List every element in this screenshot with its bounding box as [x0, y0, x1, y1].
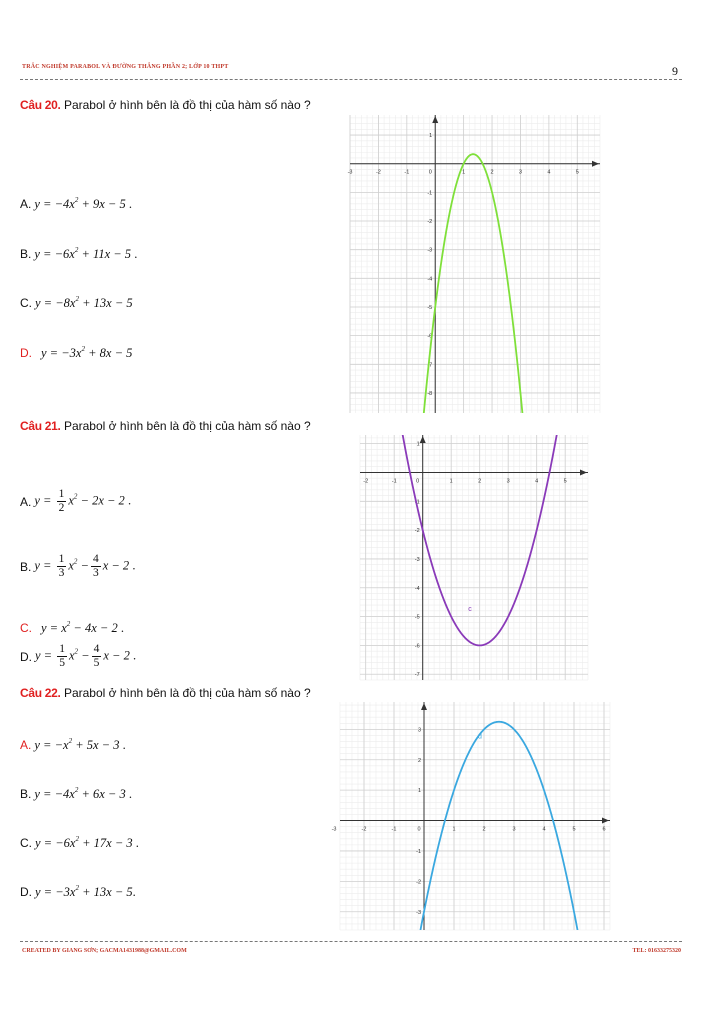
- x-tick-label: -2: [361, 826, 367, 833]
- x-tick-label: 0: [417, 826, 421, 833]
- graph-22: [331, 702, 610, 930]
- header-rule: [20, 79, 682, 80]
- x-tick-label: -3: [347, 169, 353, 176]
- option-21-d[interactable]: D. y = $\frac{1}{5}$ $x^2$ − $\frac{4}{5}$ x − 2 .: [20, 643, 137, 669]
- question-21: [20, 419, 311, 433]
- option-20-d[interactable]: D. $y = -3x^2 + 8x - 5$: [20, 345, 133, 360]
- y-tick-label: -3: [414, 556, 420, 563]
- x-tick-label: 5: [575, 169, 579, 176]
- y-tick-label: -7: [427, 362, 433, 369]
- question-text: Parabol ở hình bên là đồ thị của hàm số nào ?: [63, 98, 311, 112]
- question-number: Câu 21.: [20, 419, 61, 433]
- graph-21-svg: [360, 435, 588, 680]
- footer-left: CREATED BY GIANG SƠN; GACMA1431988@GMAIL.COM: [22, 948, 187, 954]
- x-tick-label: 1: [449, 478, 453, 485]
- y-tick-label: 1: [429, 133, 433, 140]
- x-tick-label: 3: [512, 826, 516, 833]
- y-tick-label: -6: [414, 643, 420, 650]
- x-tick-label: 4: [542, 826, 546, 833]
- y-tick-label: -2: [427, 219, 433, 226]
- graph-20-svg: [347, 115, 600, 413]
- graph-21: [360, 435, 588, 680]
- y-tick-label: -4: [427, 276, 433, 283]
- y-tick-label: 1: [416, 441, 420, 448]
- question-number: Câu 22.: [20, 686, 61, 700]
- x-tick-label: -1: [391, 826, 397, 833]
- question-number: Câu 20.: [20, 98, 61, 112]
- x-tick-label: -1: [391, 478, 397, 485]
- page-number: 9: [672, 64, 678, 78]
- graph-20: [347, 115, 600, 413]
- x-tick-label: 0: [416, 478, 420, 485]
- x-tick-label: -2: [375, 169, 381, 176]
- x-tick-label: 2: [482, 826, 486, 833]
- option-22-a[interactable]: A. $y = -x^2 + 5x - 3$ .: [20, 737, 126, 752]
- x-tick-label: 4: [547, 169, 551, 176]
- x-tick-label: 5: [572, 826, 576, 833]
- footer-right: TEL: 01633275320: [632, 948, 681, 954]
- option-22-c[interactable]: C. $y = -6x^2 + 17x - 3$ .: [20, 835, 139, 850]
- y-tick-label: -1: [416, 848, 421, 855]
- option-20-b[interactable]: B. $y = -6x^2 + 11x - 5$ .: [20, 246, 138, 261]
- y-tick-label: -8: [427, 390, 433, 397]
- x-tick-label: -1: [404, 169, 410, 176]
- graph-22-svg: [331, 702, 610, 930]
- x-tick-label: -3: [331, 826, 337, 833]
- x-tick-label: 6: [602, 826, 606, 833]
- y-tick-label: -3: [416, 909, 421, 916]
- y-tick-label: -2: [414, 528, 420, 535]
- footer-rule: [20, 941, 682, 942]
- option-22-d[interactable]: D. $y = -3x^2 + 13x - 5$.: [20, 884, 136, 899]
- question-20: [20, 98, 311, 112]
- header-title: TRẮC NGHIỆM PARABOL VÀ ĐƯỜNG THẲNG PHẦN 2; LỚP 10 THPT: [22, 64, 229, 70]
- y-tick-label: 1: [417, 788, 421, 795]
- y-tick-label: 2: [417, 757, 421, 764]
- y-tick-label: -6: [427, 333, 433, 340]
- y-tick-label: -7: [414, 672, 420, 679]
- x-tick-label: 4: [535, 478, 539, 485]
- y-tick-label: -3: [427, 247, 433, 254]
- x-tick-label: 1: [462, 169, 466, 176]
- y-tick-label: -5: [414, 614, 420, 621]
- x-tick-label: 5: [563, 478, 567, 485]
- curve-label: c: [468, 605, 472, 613]
- option-20-a[interactable]: A. $y = -4x^2 + 9x - 5$ .: [20, 196, 132, 211]
- x-tick-label: 0: [428, 169, 432, 176]
- x-tick-label: 2: [490, 169, 494, 176]
- question-text: Parabol ở hình bên là đồ thị của hàm số nào ?: [63, 686, 311, 700]
- option-21-c[interactable]: C. $y = x^2 - 4x - 2$ .: [20, 620, 124, 635]
- y-tick-label: -2: [416, 879, 421, 886]
- option-22-b[interactable]: B. $y = -4x^2 + 6x - 3$ .: [20, 786, 132, 801]
- x-tick-label: 1: [452, 826, 456, 833]
- x-tick-label: 3: [518, 169, 522, 176]
- y-tick-label: -5: [427, 304, 433, 311]
- y-tick-label: -4: [414, 585, 420, 592]
- option-20-c[interactable]: C. $y = -8x^2 + 13x - 5$: [20, 295, 133, 310]
- x-tick-label: 3: [506, 478, 510, 485]
- option-21-a[interactable]: A. y = $\frac{1}{2}$ $x^2 - 2x - 2$ .: [20, 488, 132, 514]
- graph-background: [340, 702, 610, 930]
- x-tick-label: 2: [478, 478, 482, 485]
- y-tick-label: 3: [417, 727, 421, 734]
- option-21-b[interactable]: B. y = $\frac{1}{3}$ $x^2$ − $\frac{4}{3}$ x − 2 .: [20, 553, 136, 579]
- question-text: Parabol ở hình bên là đồ thị của hàm số nào ?: [63, 419, 311, 433]
- y-tick-label: -1: [414, 499, 420, 506]
- x-tick-label: -2: [363, 478, 369, 485]
- curve-label: d: [478, 733, 482, 741]
- y-tick-label: -1: [427, 190, 433, 197]
- question-22: [20, 686, 311, 700]
